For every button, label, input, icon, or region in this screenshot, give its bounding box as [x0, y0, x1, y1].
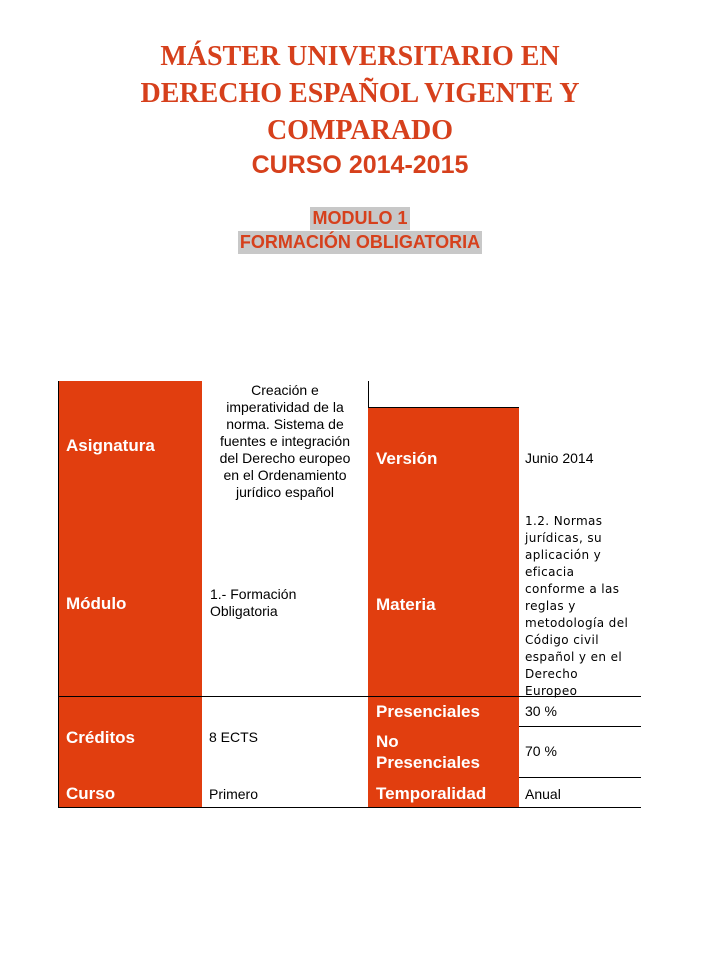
course-year: CURSO 2014-2015	[251, 151, 469, 179]
materia-line: aplicación y	[525, 548, 602, 562]
materia-value	[525, 513, 641, 700]
table-bottom-border	[59, 807, 641, 808]
table-rule-top-right	[368, 407, 519, 408]
no-presenciales-value: 70 %	[525, 743, 557, 759]
presenciales-value: 30 %	[525, 703, 557, 719]
asignatura-line: del Derecho europeo	[219, 450, 351, 466]
label-column-top-bg	[59, 381, 202, 696]
materia-line: Europeo	[525, 684, 578, 698]
curso-value: Primero	[209, 786, 259, 802]
version-label: Versión	[376, 449, 438, 468]
creditos-value: 8 ECTS	[209, 729, 259, 745]
temporalidad-label: Temporalidad	[376, 784, 487, 803]
title-line-3: COMPARADO	[266, 115, 454, 146]
presenciales-label: Presenciales	[376, 702, 480, 721]
table-rule-presenciales	[519, 726, 641, 727]
table-left-border	[58, 381, 59, 808]
curso-label: Curso	[66, 784, 116, 803]
materia-line: Derecho	[525, 667, 579, 681]
asignatura-line: en el Ordenamiento	[223, 467, 347, 483]
asignatura-line: fuentes e integración	[220, 433, 350, 449]
no-presenciales-line: No	[376, 732, 399, 751]
modulo-value	[210, 586, 296, 620]
no-presenciales-line: Presenciales	[376, 753, 480, 772]
materia-line: eficacia	[525, 565, 575, 579]
temporalidad-value: Anual	[525, 786, 561, 802]
materia-label: Materia	[376, 595, 436, 614]
materia-line: conforme a las	[525, 582, 620, 596]
materia-line: 1.2. Normas	[525, 514, 603, 528]
asignatura-value	[202, 382, 368, 501]
module-number: MODULO 1	[312, 208, 408, 228]
title-line-2: DERECHO ESPAÑOL VIGENTE Y	[140, 78, 580, 109]
version-value: Junio 2014	[525, 450, 594, 466]
module-name: FORMACIÓN OBLIGATORIA	[239, 232, 481, 252]
asignatura-line: Creación e	[251, 382, 319, 398]
asignatura-line: imperatividad de la	[226, 399, 344, 415]
asignatura-line: jurídico español	[235, 484, 335, 500]
table-divider-top	[368, 381, 369, 407]
asignatura-label: Asignatura	[66, 436, 155, 455]
modulo-line: Obligatoria	[210, 603, 278, 619]
title-line-1: MÁSTER UNIVERSITARIO EN	[160, 41, 560, 72]
no-presenciales-label	[376, 731, 480, 773]
materia-line: reglas y	[525, 599, 576, 613]
materia-line: jurídicas, su	[525, 531, 603, 545]
materia-line: Código civil	[525, 633, 599, 647]
modulo-label: Módulo	[66, 594, 127, 613]
table-rule-no-presenciales	[519, 777, 641, 778]
materia-line: metodología del	[525, 616, 629, 630]
asignatura-line: norma. Sistema de	[226, 416, 344, 432]
creditos-label: Créditos	[66, 728, 135, 747]
materia-line: español y en el	[525, 650, 623, 664]
modulo-line: 1.- Formación	[210, 586, 297, 602]
